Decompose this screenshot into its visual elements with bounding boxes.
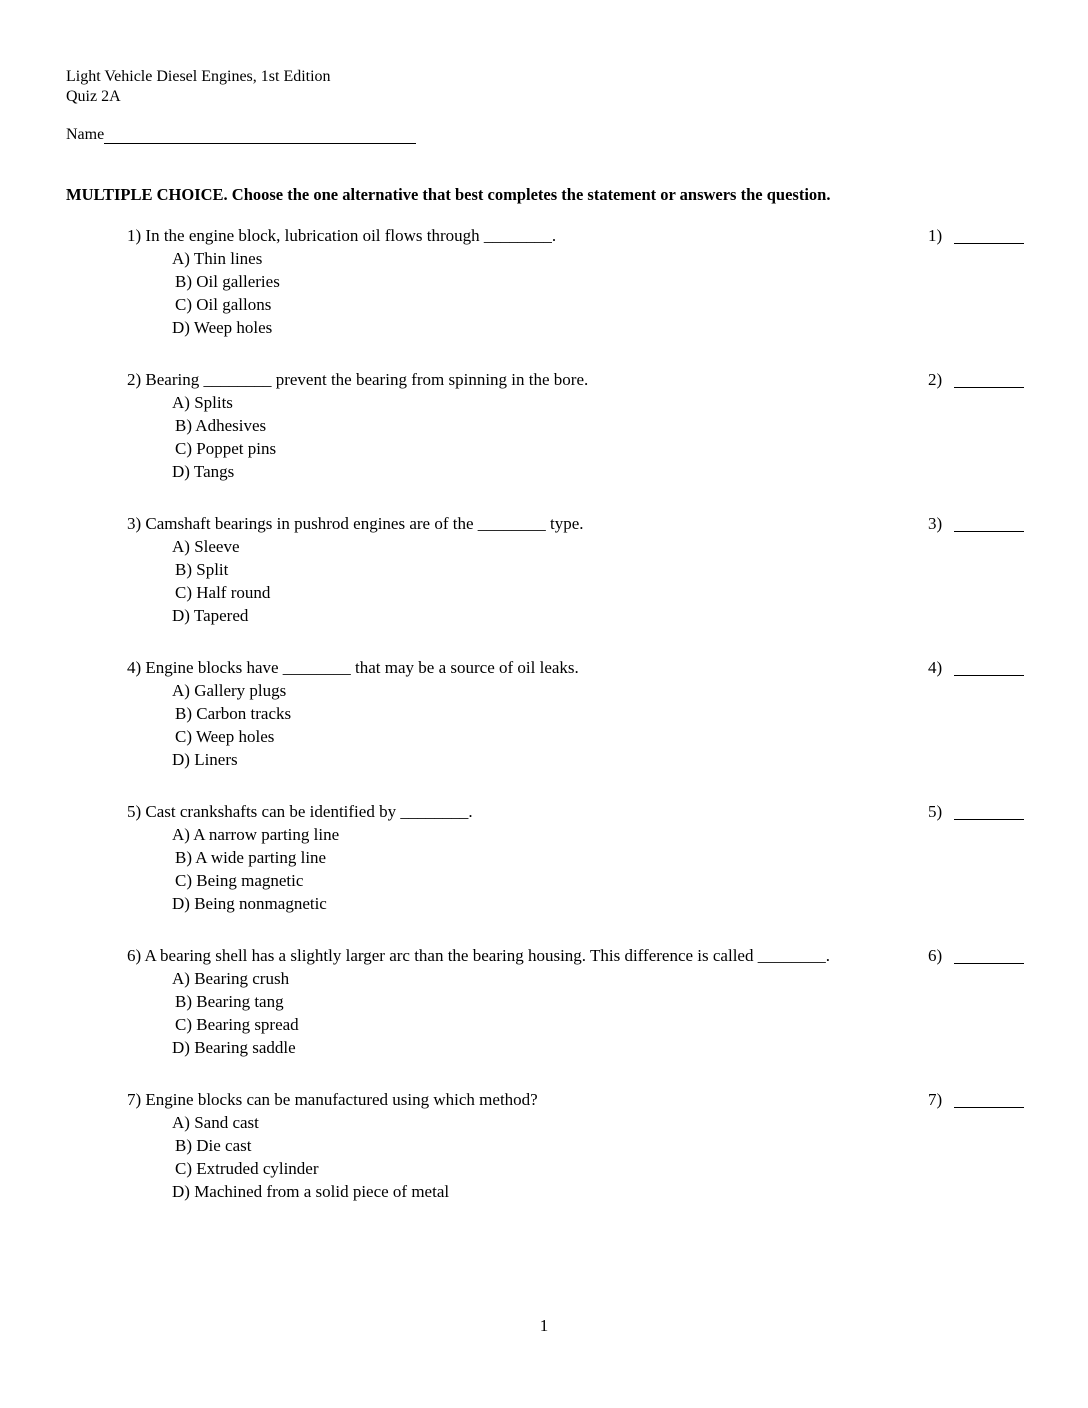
option-b: B) Adhesives xyxy=(175,416,267,435)
answer-number: 2) xyxy=(928,370,943,389)
question-6 xyxy=(0,944,1088,1059)
answer-blank[interactable] xyxy=(954,1088,1024,1108)
option-a: A) Sleeve xyxy=(172,537,240,556)
question-5 xyxy=(0,800,1088,915)
question-stem: 5) Cast crankshafts can be identified by ________. xyxy=(127,802,473,821)
option-b: B) A wide parting line xyxy=(175,848,327,867)
option-d: D) Bearing saddle xyxy=(172,1038,296,1057)
option-d: D) Tangs xyxy=(172,462,235,481)
answer-blank[interactable] xyxy=(954,944,1024,964)
option-b: B) Bearing tang xyxy=(175,992,284,1011)
option-d: D) Liners xyxy=(172,750,238,769)
option-d: D) Tapered xyxy=(172,606,249,625)
question-stem: 4) Engine blocks have ________ that may be a source of oil leaks. xyxy=(127,658,579,677)
answer-number: 1) xyxy=(928,226,943,245)
answer-field xyxy=(928,224,1024,247)
option-a: A) A narrow parting line xyxy=(172,825,340,844)
question-stem: 7) Engine blocks can be manufactured using which method? xyxy=(127,1090,538,1109)
answer-field xyxy=(928,656,1024,679)
option-d: D) Being nonmagnetic xyxy=(172,894,327,913)
answer-number: 5) xyxy=(928,802,943,821)
option-b: B) Carbon tracks xyxy=(175,704,292,723)
document-header xyxy=(66,67,331,107)
option-d: D) Weep holes xyxy=(172,318,273,337)
question-list xyxy=(0,224,1088,1232)
question-stem: 1) In the engine block, lubrication oil flows through ________. xyxy=(127,226,557,245)
option-c: C) Bearing spread xyxy=(175,1015,299,1034)
answer-blank[interactable] xyxy=(954,368,1024,388)
name-label: Name xyxy=(66,126,105,143)
option-c: C) Extruded cylinder xyxy=(175,1159,319,1178)
instructions: MULTIPLE CHOICE. Choose the one alternative that best completes the statement or answers the question. xyxy=(66,185,831,204)
answer-blank[interactable] xyxy=(954,800,1024,820)
answer-field xyxy=(928,944,1024,967)
question-2 xyxy=(0,368,1088,483)
option-b: B) Split xyxy=(175,560,229,579)
option-c: C) Oil gallons xyxy=(175,295,272,314)
question-3 xyxy=(0,512,1088,627)
question-stem: 2) Bearing ________ prevent the bearing from spinning in the bore. xyxy=(127,370,589,389)
answer-number: 3) xyxy=(928,514,943,533)
answer-field xyxy=(928,512,1024,535)
name-field xyxy=(66,125,416,144)
answer-blank[interactable] xyxy=(954,512,1024,532)
option-a: A) Splits xyxy=(172,393,233,412)
answer-number: 7) xyxy=(928,1090,943,1109)
answer-blank[interactable] xyxy=(954,656,1024,676)
book-title: Light Vehicle Diesel Engines, 1st Edition xyxy=(66,68,331,85)
option-c: C) Weep holes xyxy=(175,727,275,746)
answer-field xyxy=(928,1088,1024,1111)
option-a: A) Bearing crush xyxy=(172,969,290,988)
answer-number: 4) xyxy=(928,658,943,677)
option-c: C) Being magnetic xyxy=(175,871,304,890)
answer-number: 6) xyxy=(928,946,943,965)
page-number: 1 xyxy=(539,1316,549,1335)
answer-field xyxy=(928,368,1024,391)
option-a: A) Gallery plugs xyxy=(172,681,287,700)
option-d: D) Machined from a solid piece of metal xyxy=(172,1182,450,1201)
quiz-title: Quiz 2A xyxy=(66,88,121,105)
name-blank-line[interactable] xyxy=(104,125,416,144)
option-a: A) Sand cast xyxy=(172,1113,259,1132)
option-c: C) Poppet pins xyxy=(175,439,277,458)
option-b: B) Oil galleries xyxy=(175,272,280,291)
option-c: C) Half round xyxy=(175,583,271,602)
option-a: A) Thin lines xyxy=(172,249,263,268)
question-4 xyxy=(0,656,1088,771)
answer-blank[interactable] xyxy=(954,224,1024,244)
question-1 xyxy=(0,224,1088,339)
question-stem: 6) A bearing shell has a slightly larger arc than the bearing housing. This difference is called ________. xyxy=(127,946,830,965)
question-7 xyxy=(0,1088,1088,1203)
answer-field xyxy=(928,800,1024,823)
option-b: B) Die cast xyxy=(175,1136,252,1155)
question-stem: 3) Camshaft bearings in pushrod engines are of the ________ type. xyxy=(127,514,584,533)
